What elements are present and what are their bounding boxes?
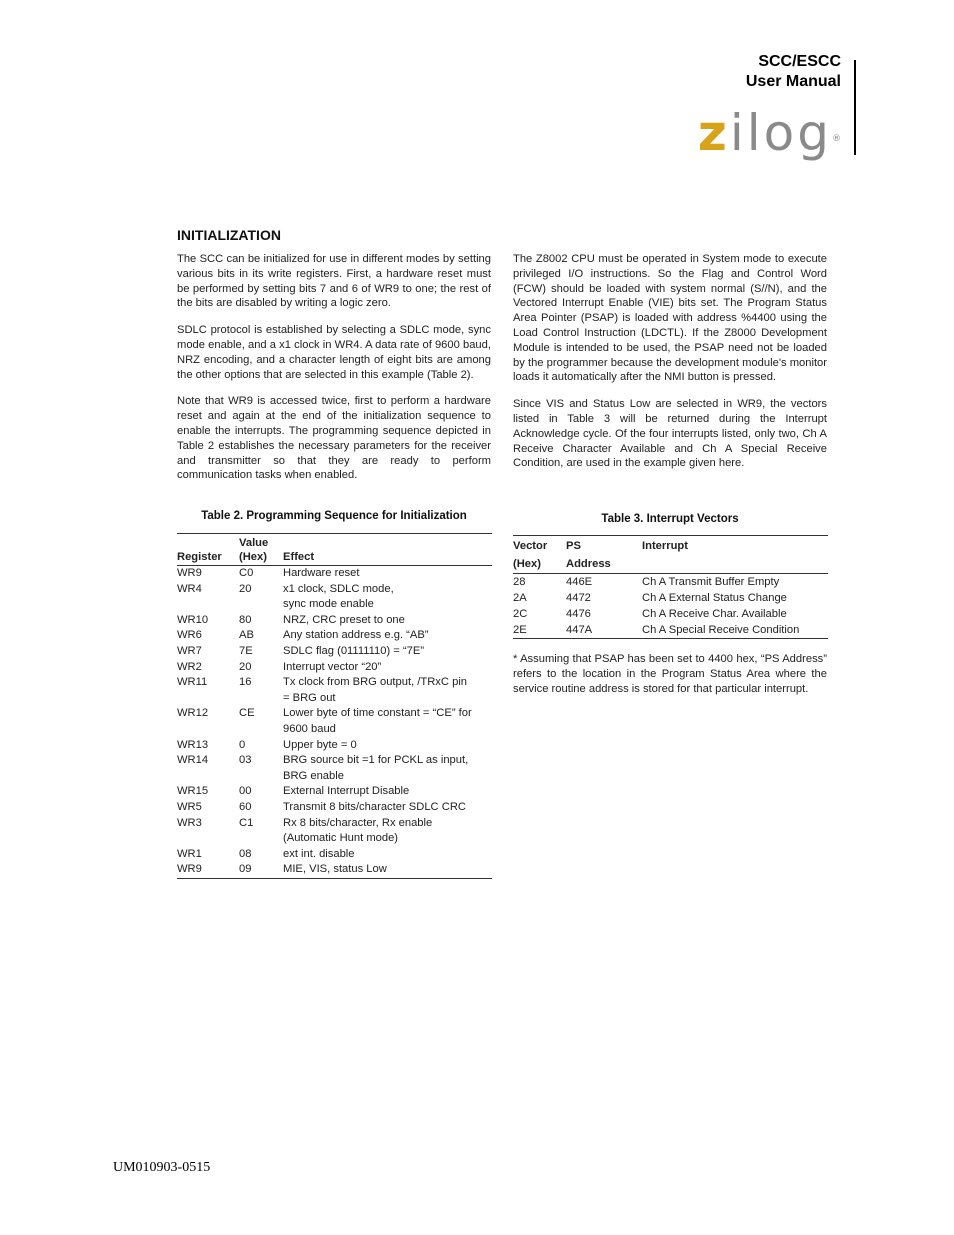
column-header-register: Register <box>177 534 239 566</box>
header-divider <box>854 60 856 155</box>
register-cell: WR12 <box>177 707 209 720</box>
paragraph: SDLC protocol is established by selecting a SDLC mode, sync mode enable, and a x1 clock in WR4. A data rate of 9600 baud, NRZ encoding, and a character length of eight bits are among the other options that are selected in this example (Table 2). <box>177 324 491 381</box>
ps-address-cell: 447A <box>566 624 593 636</box>
table-header-row <box>513 536 828 574</box>
value-cell: 09 <box>239 863 252 876</box>
table3-caption: Table 3. Interrupt Vectors <box>601 513 739 525</box>
effect-cell: SDLC flag (01111110) = “7E” <box>283 644 425 657</box>
document-subtitle: User Manual <box>745 73 841 90</box>
register-cell: WR9 <box>177 863 202 876</box>
table-row <box>177 613 492 629</box>
vector-cell: 2A <box>513 592 527 604</box>
value-cell: 7E <box>239 644 253 657</box>
value-cell: AB <box>239 629 254 642</box>
table-row <box>177 816 492 847</box>
table3-footnote: * Assuming that PSAP has been set to 4400 hex, “PS Address” refers to the location in the Program Status Area where the service routine address is stored for that particular interrupt. <box>513 653 827 695</box>
effect-cell: Any station address e.g. “AB” <box>283 629 429 642</box>
register-cell: WR1 <box>177 847 202 860</box>
table-row <box>513 606 828 622</box>
value-cell: 03 <box>239 754 252 767</box>
document-header <box>746 52 841 92</box>
register-cell: WR6 <box>177 629 202 642</box>
register-cell: WR3 <box>177 816 202 829</box>
value-cell: 08 <box>239 847 252 860</box>
value-cell: C1 <box>239 816 254 829</box>
value-cell: 20 <box>239 582 252 595</box>
effect-cell: Interrupt vector “20” <box>283 660 382 673</box>
vector-cell: 28 <box>513 576 526 588</box>
ps-address-cell: 4476 <box>566 608 591 620</box>
value-cell: C0 <box>239 567 254 579</box>
register-cell: WR14 <box>177 754 209 767</box>
value-cell: 80 <box>239 613 252 626</box>
table-header-row <box>177 534 492 566</box>
interrupt-cell: Ch A Transmit Buffer Empty <box>642 576 780 588</box>
paragraph: The SCC can be initialized for use in different modes by setting various bits in its write registers. First, a hardware reset must be performed by setting bits 7 and 6 of WR9 to one; the rest of the bits are disabled by writing a logic zero. <box>177 253 491 310</box>
value-cell: 20 <box>239 660 252 673</box>
effect-cell: BRG source bit =1 for PCKL as input, BRG enable <box>283 754 469 782</box>
paragraph: Since VIS and Status Low are selected in WR9, the vectors listed in Table 3 will be returned during the Interrupt Acknowledge cycle. Of the four interrupts listed, only two, Ch A Receive Character Available and Ch A Special Receive Condition, are used in the example given here. <box>513 398 827 470</box>
value-cell: CE <box>239 707 255 720</box>
table-row <box>177 753 492 784</box>
ps-address-cell: 4472 <box>566 592 591 604</box>
value-cell: 60 <box>239 800 252 813</box>
register-cell: WR4 <box>177 582 202 595</box>
value-cell: 0 <box>239 738 246 751</box>
column-header-effect: Effect <box>283 534 492 566</box>
table-row <box>177 784 492 800</box>
right-column <box>513 252 827 483</box>
effect-cell: External Interrupt Disable <box>283 785 410 798</box>
vector-cell: 2E <box>513 624 527 636</box>
value-cell: 16 <box>239 676 252 689</box>
table-row <box>177 738 492 754</box>
table-row <box>177 800 492 816</box>
effect-cell: Hardware reset <box>283 567 360 579</box>
effect-cell: Lower byte of time constant = “CE” for 9600 baud <box>283 707 472 735</box>
effect-cell: Transmit 8 bits/character SDLC CRC <box>283 800 466 813</box>
interrupt-cell: Ch A Receive Char. Available <box>642 608 787 620</box>
effect-cell: Upper byte = 0 <box>283 738 357 751</box>
register-cell: WR5 <box>177 800 202 813</box>
value-cell: 00 <box>239 785 252 798</box>
section-title: INITIALIZATION <box>177 227 281 243</box>
column-header-interrupt: Interrupt <box>642 536 828 574</box>
effect-cell: x1 clock, SDLC mode, sync mode enable <box>283 582 394 611</box>
table-row <box>177 644 492 660</box>
register-cell: WR11 <box>177 676 208 689</box>
effect-cell: NRZ, CRC preset to one <box>283 613 405 626</box>
register-cell: WR15 <box>177 785 209 798</box>
register-cell: WR7 <box>177 644 202 657</box>
document-title: SCC/ESCC <box>758 53 841 70</box>
left-column <box>177 252 491 495</box>
document-number: UM010903-0515 <box>113 1160 211 1175</box>
column-header-vector: Vector (Hex) <box>513 536 566 574</box>
table-row <box>177 847 492 863</box>
ps-address-cell: 446E <box>566 576 593 588</box>
register-cell: WR13 <box>177 738 209 751</box>
register-cell: WR10 <box>177 613 209 626</box>
table-row <box>513 574 828 591</box>
register-cell: WR9 <box>177 567 202 579</box>
table-row <box>177 675 492 706</box>
vector-cell: 2C <box>513 608 528 620</box>
zilog-logo: zilog® <box>697 104 841 162</box>
table-row <box>177 566 492 582</box>
paragraph: The Z8002 CPU must be operated in System mode to execute privileged I/O instructions. So the Flag and Control Word (FCW) should be loaded with system normal (S//N), and the Vectored Interrupt Enable (VIE) bits set. The Program Status Area Pointer (PSAP) is loaded with address %4400 using the Load Control Instruction (LDCTL). If the Z8000 Development Module is intended to be used, the PSAP need not be loaded by the programmer because the development module's monitor loads it automatically after the NMI button is pressed. <box>513 253 827 384</box>
interrupt-cell: Ch A External Status Change <box>642 592 787 604</box>
table-row <box>513 590 828 606</box>
table-row <box>177 706 492 737</box>
effect-cell: Rx 8 bits/character, Rx enable (Automatic Hunt mode) <box>283 816 433 845</box>
programming-sequence-table <box>177 533 492 879</box>
register-cell: WR2 <box>177 660 202 673</box>
interrupt-cell: Ch A Special Receive Condition <box>642 624 800 636</box>
effect-cell: Tx clock from BRG output, /TRxC pin = BRG out <box>283 676 468 704</box>
table-row <box>177 628 492 644</box>
table2-caption: Table 2. Programming Sequence for Initialization <box>201 510 467 522</box>
table-row <box>177 582 492 613</box>
column-header-value: Value (Hex) <box>239 534 283 566</box>
effect-cell: ext int. disable <box>283 847 355 860</box>
column-header-ps-address: PS Address <box>566 536 642 574</box>
table-row <box>177 862 492 878</box>
table-row <box>513 622 828 639</box>
interrupt-vectors-table <box>513 535 828 639</box>
table-row <box>177 660 492 676</box>
effect-cell: MIE, VIS, status Low <box>283 863 387 876</box>
paragraph: Note that WR9 is accessed twice, first to perform a hardware reset and again at the end of the initialization sequence to enable the interrupts. The programming sequence depicted in Table 2 establishes the necessary parameters for the receiver and transmitter so that they are ready to perform communication tasks when enabled. <box>177 395 491 482</box>
